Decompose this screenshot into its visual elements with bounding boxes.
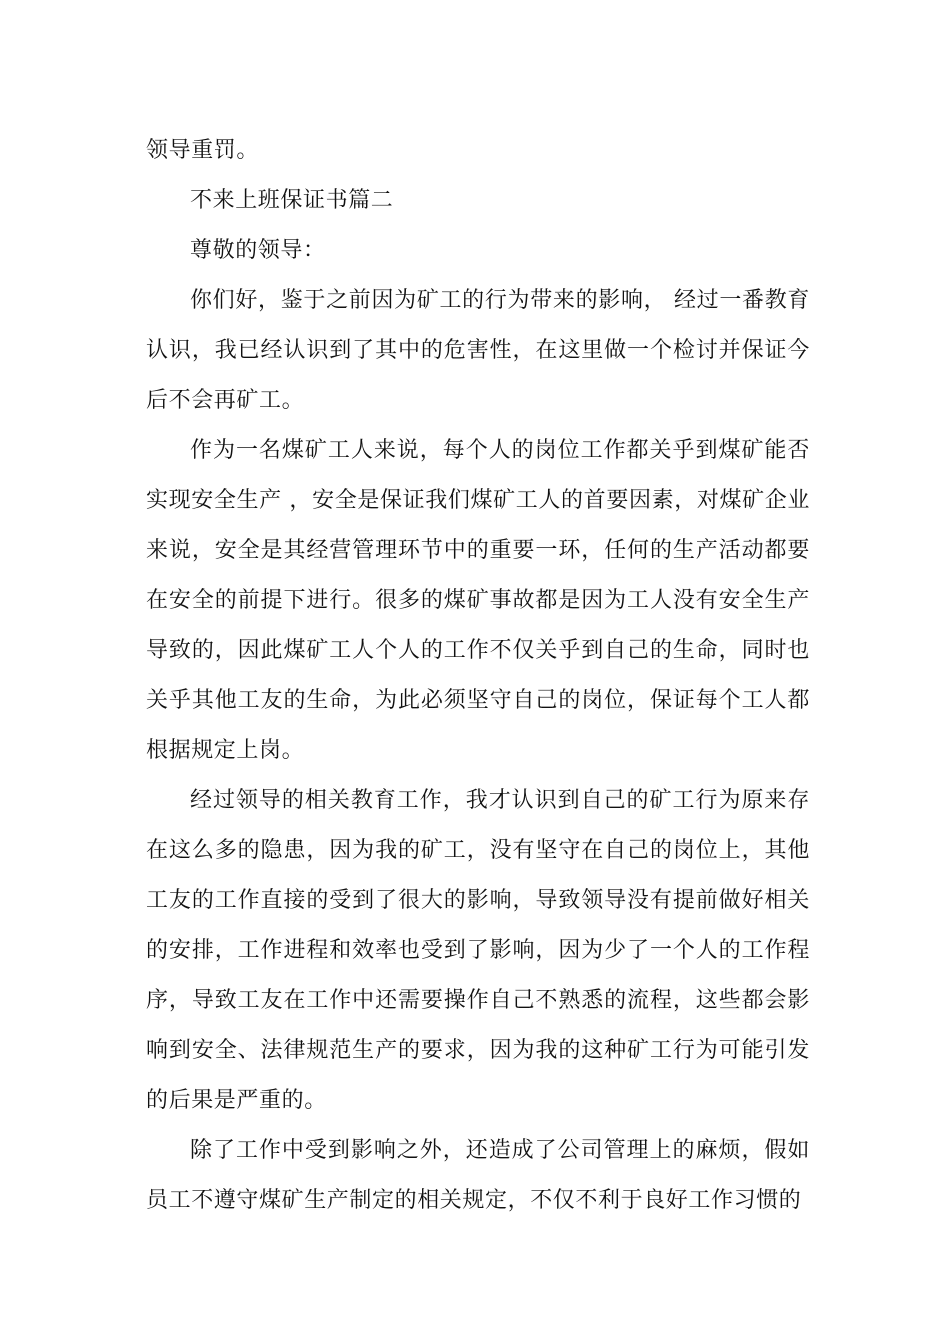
paragraph-continuation: 领导重罚。: [146, 138, 260, 163]
salutation: 尊敬的领导：: [190, 238, 326, 263]
document-body: [146, 126, 810, 1226]
paragraph-greeting: 你们好，鉴于之前因为矿工的行为带来的影响， 经过一番教育认识，我已经认识到了其中的危害性，在这里做一个检讨并保证今后不会再矿工。: [146, 288, 810, 413]
paragraph-reflection: 经过领导的相关教育工作，我才认识到自己的矿工行为原来存在这么多的隐患，因为我的矿工，没有坚守在自己的岗位上，其他工友的工作直接的受到了很大的影响，导致领导没有提前做好相关的安排，工作进程和效率也受到了影响，因为少了一个人的工作程序，导致工友在工作中还需要操作自己不熟悉的流程，这些都会影响到安全、法律规范生产的要求，因为我的这种矿工行为可能引发的后果是严重的。: [146, 788, 810, 1113]
section-heading: 不来上班保证书篇二: [190, 188, 394, 213]
paragraph-management: 除了工作中受到影响之外，还造成了公司管理上的麻烦，假如员工不遵守煤矿生产制定的相关规定，不仅不利于良好工作习惯的: [146, 1138, 810, 1213]
paragraph-safety: 作为一名煤矿工人来说，每个人的岗位工作都关乎到煤矿能否实现安全生产 ，安全是保证我们煤矿工人的首要因素，对煤矿企业来说，安全是其经营管理环节中的重要一环，任何的生产活动都要在安全的前提下进行。很多的煤矿事故都是因为工人没有安全生产导致的，因此煤矿工人个人的工作不仅关乎到自己的生命，同时也关乎其他工友的生命，为此必须坚守自己的岗位，保证每个工人都根据规定上岗。: [146, 438, 810, 763]
